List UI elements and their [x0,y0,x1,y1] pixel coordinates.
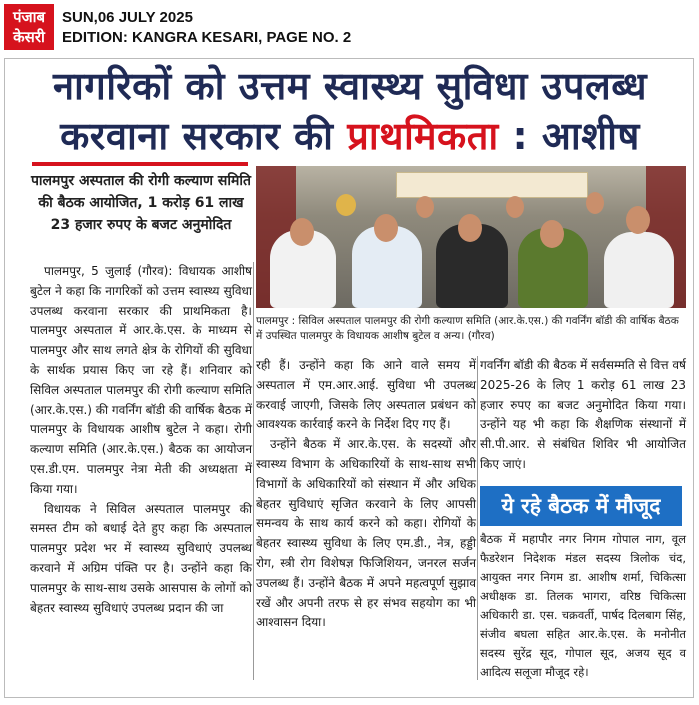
column-divider [477,356,478,680]
person-head [416,196,434,218]
column-1-paragraph-1: पालमपुर, 5 जुलाई (गौरव): विधायक आशीष बुटेल ने कहा कि नागरिकों को उत्तम स्वास्थ्य सुविधा उपलब्ध करवाना सरकार की प्राथमिकता है। पालमपुर अस्पताल में आर.के.एस. के माध्यम से पालमपुर और साथ लगते क्षेत्र के रोगियों की सुविधा के सार्थक प्रयास किए जा रहे हैं। शनिवार को सिविल अस्पताल पालमपुर की रोगी कल्याण समिति (आर.के.एस.) की गवर्निंग बॉडी की वार्षिक बैठक में पालमपुर के विधायक आशीष बुटेल ने कहा। रोगी कल्याण समिति (आर.के.एस.) बैठक का आयोजन एस.डी.एम. पालमपुर नेत्रा मेती की अध्यक्षता में किया गया। [30,264,252,496]
meeting-photo [256,166,686,308]
headline-highlight: प्राथमिकता [347,114,499,158]
person-head [506,196,524,218]
headline-line-2 [10,110,690,162]
article-column-2 [256,356,476,633]
column-3-paragraph-1: गवर्निंग बॉडी की बैठक में सर्वसम्मति से वित्त वर्ष 2025-26 के लिए 1 करोड़ 61 लाख 23 हजार रुपए का बजट अनुमोदित किया गया। उन्होंने यह भी कहा कि शैक्षणिक संस्थानों में सी.पी.आर. से संबंधित शिविर भी आयोजित किए जाएं। [480,358,686,471]
person-head [458,214,482,242]
subheadline-rule [32,162,248,166]
photo-banner [396,172,588,198]
column-2-paragraph-2: उन्होंने बैठक में आर.के.एस. के सदस्यों और स्वास्थ्य विभाग के अधिकारियों के साथ-साथ सभी विभागों के अधिकारियों को संस्थान में और अधिक बेहतर सुविधाएं सृजित करवाने के लिए आपसी समन्वय के साथ कार्य करने को कहा। रोगियों के बेहतर स्वास्थ्य सुविधा के लिए एम.डी., नेत्र, हड्डी रोग, स्त्री रोग विशेषज्ञ फिजिशियन, जनरल सर्जन उपलब्ध हैं। उन्होंने बैठक में अपने महत्वपूर्ण सुझाव रखें और अपनी तरफ से हर संभव सहयोग का भी आश्वासन दिया। [256,437,476,630]
column-divider [253,262,254,680]
publication-date: SUN,06 JULY 2025 [62,9,193,26]
attendees-box-title: ये रहे बैठक में मौजूद [480,486,682,526]
subheadline: पालमपुर अस्पताल की रोगी कल्याण समिति की बैठक आयोजित, 1 करोड़ 61 लाख 23 हजार रुपए के बजट अनुमोदित [30,173,251,233]
edition-info: EDITION: KANGRA KESARI, PAGE NO. 2 [62,29,352,46]
person-head [374,214,398,242]
logo-line-1: पंजाब [12,8,46,26]
attendees-box-text: बैठक में महापौर नगर निगम गोपाल नाग, वूल फैडरेशन निदेशक मंडल सदस्य त्रिलोक चंद, आयुक्त नगर निगम डा. आशीष शर्मा, चिकित्सा अधीक्षक डा. तिलक भागरा, वरिष्ठ चिकित्सा अधिकारी डा. एस. चक्रवर्ती, पार्षद दिलबाग सिंह, संजीव बघला सहित आर.के.एस. के मनोनीत सदस्य सुरेंद्र सूद, गोपाल सूद, अजय सूद व आदित्य सलूजा मौजूद रहे। [480,532,686,679]
column-2-paragraph-1: रही हैं। उन्होंने कहा कि आने वाले समय में अस्पताल में एम.आर.आई. सुविधा भी उपलब्ध करवाई जाएगी, जिसके लिए अस्पताल प्रबंधन को आवश्यक कार्रवाई करने के निर्देश दिए गए हैं। [256,358,476,432]
person-figure [604,232,674,308]
logo-line-2: केसरी [13,28,45,46]
person-head [290,218,314,246]
column-1-paragraph-2: विधायक ने सिविल अस्पताल पालमपुर की समस्त टीम को बधाई देते हुए कहा कि अस्पताल पालमपुर प्रदेश भर में स्वास्थ्य सुविधाएं उपलब्ध करवाने में अग्रिम पंक्ति पर है। उन्होंने कहा कि पालमपुर के साथ-साथ उसके आसपास के लोगों को बेहतर स्वास्थ्य सुविधाएं उपलब्ध प्रदान की जा [30,501,252,615]
person-head [626,206,650,234]
article-column-3 [480,356,686,475]
person-head [540,220,564,248]
headline-line-2-part-1: करवाना सरकार की [60,114,348,158]
punjab-kesari-logo [4,4,54,50]
turban-head [336,194,356,216]
photo-caption: पालमपुर : सिविल अस्पताल पालमपुर की रोगी कल्याण समिति (आर.के.एस.) की गवर्निंग बॉडी की वार्षिक बैठक में उपस्थित पालमपुर के विधायक आशीष बुटेल व अन्य। (गौरव) [256,315,679,342]
edition-meta [62,8,351,48]
article-column-1 [30,262,252,618]
headline-line-2-part-2: : आशीष [498,114,640,158]
headline-line-1: नागरिकों को उत्तम स्वास्थ्य सुविधा उपलब्ध [52,64,648,108]
person-head [586,192,604,214]
